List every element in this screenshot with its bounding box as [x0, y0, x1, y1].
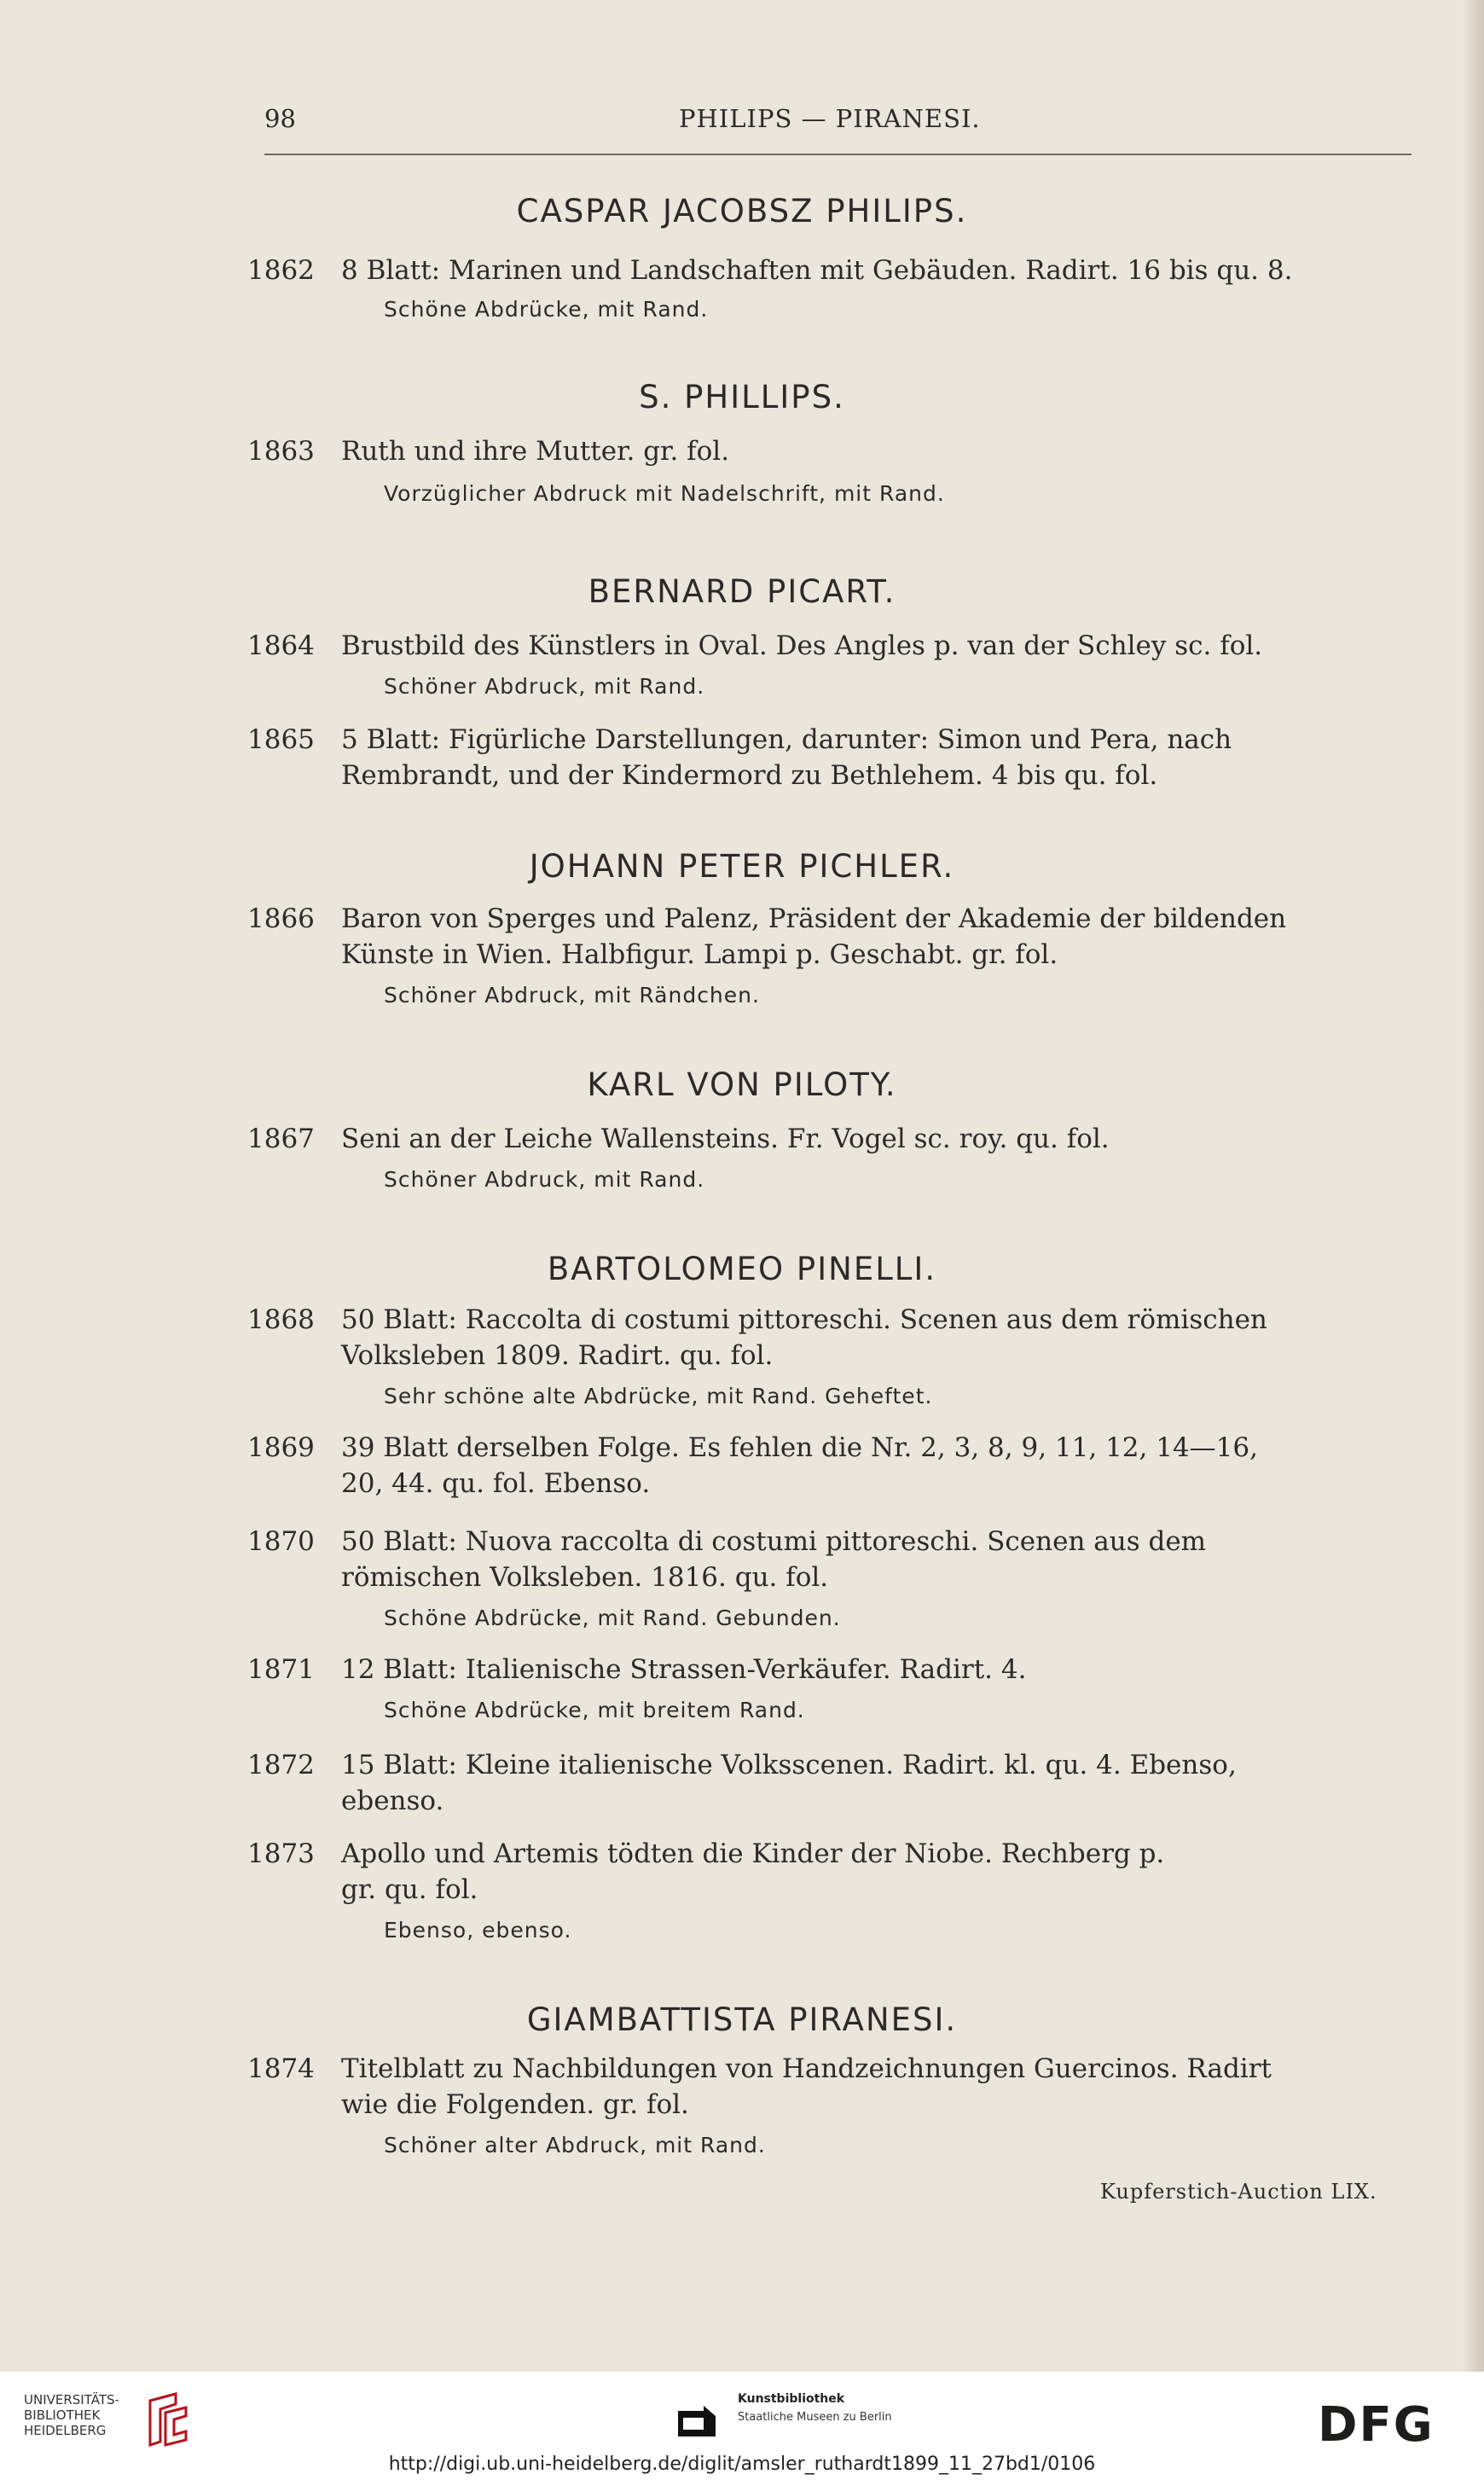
- lot-number: 1862: [247, 255, 315, 286]
- lot-number: 1871: [247, 1654, 315, 1685]
- entry-description: [341, 1121, 1429, 1157]
- description-line: Baron von Sperges und Palenz, Präsident der Akademie der bildenden: [341, 903, 1287, 934]
- artist-heading: CASPAR JACOBSZ PHILIPS.: [516, 193, 968, 229]
- artist-heading: GIAMBATTISTA PIRANESI.: [526, 2001, 958, 2038]
- running-head: [264, 104, 1412, 155]
- condition-note: Schöne Abdrücke, mit Rand.: [384, 297, 709, 322]
- description-line: Künste in Wien. Halbfigur. Lampi p. Geschabt. gr. fol.: [341, 939, 1058, 970]
- description-line: ebenso.: [341, 1786, 444, 1816]
- entry-description: [341, 1747, 1429, 1819]
- artist-heading: JOHANN PETER PICHLER.: [529, 848, 955, 885]
- kunstbibliothek-logo[interactable]: [678, 2390, 900, 2442]
- lot-number: 1874: [247, 2053, 315, 2084]
- description-line: gr. qu. fol.: [341, 1874, 478, 1905]
- description-line: 50 Blatt: Nuova raccolta di costumi pittoreschi. Scenen aus dem: [341, 1526, 1207, 1557]
- lot-number: 1872: [247, 1750, 315, 1780]
- lot-number: 1868: [247, 1304, 315, 1335]
- lot-number: 1867: [247, 1124, 315, 1154]
- lot-number: 1866: [247, 903, 315, 934]
- description-line: Brustbild des Künstlers in Oval. Des Angles p. van der Schley sc. fol.: [341, 630, 1263, 661]
- digitization-footer: [0, 2372, 1484, 2480]
- lot-number: 1870: [247, 1526, 315, 1557]
- entry-description: [341, 1430, 1429, 1501]
- lot-number: 1863: [247, 436, 315, 467]
- condition-note: Schöne Abdrücke, mit Rand. Gebunden.: [384, 1606, 841, 1630]
- condition-note: Vorzüglicher Abdruck mit Nadelschrift, mit Rand.: [384, 481, 945, 506]
- museum-name: Kunstbibliothek: [738, 2392, 845, 2406]
- entry-description: [341, 1302, 1429, 1374]
- description-line: 50 Blatt: Raccolta di costumi pittoreschi. Scenen aus dem römischen: [341, 1304, 1267, 1335]
- description-line: Volksleben 1809. Radirt. qu. fol.: [341, 1340, 774, 1371]
- description-line: Seni an der Leiche Wallensteins. Fr. Vogel sc. roy. qu. fol.: [341, 1124, 1110, 1154]
- page-number: 98: [264, 104, 296, 133]
- condition-note: Schöne Abdrücke, mit breitem Rand.: [384, 1698, 805, 1722]
- library-emblem-icon: [142, 2392, 193, 2448]
- lot-number: 1864: [247, 630, 315, 661]
- artist-heading: KARL VON PILOTY.: [587, 1066, 897, 1103]
- entry-description: [341, 628, 1429, 664]
- description-line: 20, 44. qu. fol. Ebenso.: [341, 1468, 651, 1499]
- description-line: 5 Blatt: Figürliche Darstellungen, darunter: Simon und Pera, nach: [341, 724, 1232, 755]
- condition-note: Schöner alter Abdruck, mit Rand.: [384, 2133, 766, 2158]
- condition-note: Sehr schöne alte Abdrücke, mit Rand. Geheftet.: [384, 1384, 933, 1408]
- condition-note: Schöner Abdruck, mit Rändchen.: [384, 983, 760, 1008]
- description-line: 12 Blatt: Italienische Strassen-Verkäufer. Radirt. 4.: [341, 1654, 1027, 1685]
- condition-note: Schöner Abdruck, mit Rand.: [384, 1167, 705, 1192]
- permalink-url[interactable]: http://digi.ub.uni-heidelberg.de/diglit/amsler_ruthardt1899_11_27bd1/0106: [388, 2454, 1096, 2475]
- description-line: 15 Blatt: Kleine italienische Volksscenen. Radirt. kl. qu. 4. Ebenso,: [341, 1750, 1237, 1780]
- description-line: 39 Blatt derselben Folge. Es fehlen die Nr. 2, 3, 8, 9, 11, 12, 14—16,: [341, 1432, 1258, 1463]
- entry-description: [341, 722, 1429, 793]
- description-line: wie die Folgenden. gr. fol.: [341, 2089, 689, 2120]
- artist-heading: BERNARD PICART.: [588, 573, 896, 610]
- signature-mark: Kupferstich-Auction LIX.: [1100, 2180, 1377, 2204]
- description-line: römischen Volksleben. 1816. qu. fol.: [341, 1562, 829, 1593]
- lot-number: 1865: [247, 724, 315, 755]
- running-title: PHILIPS — PIRANESI.: [679, 104, 981, 133]
- description-line: Titelblatt zu Nachbildungen von Handzeichnungen Guercinos. Radirt: [341, 2053, 1272, 2084]
- condition-note: Ebenso, ebenso.: [384, 1918, 572, 1943]
- artist-heading: BARTOLOMEO PINELLI.: [547, 1251, 937, 1287]
- artist-heading: S. PHILLIPS.: [639, 379, 845, 415]
- entry-description: [341, 1524, 1429, 1595]
- lot-number: 1873: [247, 1838, 315, 1869]
- dfg-logo[interactable]: DFG: [1318, 2397, 1435, 2453]
- entry-description: [341, 433, 1429, 469]
- description-line: Rembrandt, und der Kindermord zu Bethlehem. 4 bis qu. fol.: [341, 760, 1158, 791]
- description-line: Apollo und Artemis tödten die Kinder der Niobe. Rechberg p.: [341, 1838, 1165, 1869]
- description-line: 8 Blatt: Marinen und Landschaften mit Gebäuden. Radirt. 16 bis qu. 8.: [341, 255, 1293, 286]
- lot-number: 1869: [247, 1432, 315, 1463]
- kunstbibliothek-emblem-icon: [678, 2406, 716, 2436]
- description-line: Ruth und ihre Mutter. gr. fol.: [341, 436, 730, 467]
- entry-description: [341, 1652, 1429, 1687]
- entry-description: [341, 253, 1429, 288]
- entry-description: [341, 901, 1429, 973]
- library-name: UNIVERSITÄTS- BIBLIOTHEK HEIDELBERG: [24, 2392, 119, 2438]
- museum-subtitle: Staatliche Museen zu Berlin: [738, 2411, 892, 2424]
- condition-note: Schöner Abdruck, mit Rand.: [384, 674, 705, 699]
- entry-description: [341, 1836, 1429, 1908]
- university-library-logo[interactable]: [24, 2392, 194, 2448]
- entry-description: [341, 2051, 1429, 2123]
